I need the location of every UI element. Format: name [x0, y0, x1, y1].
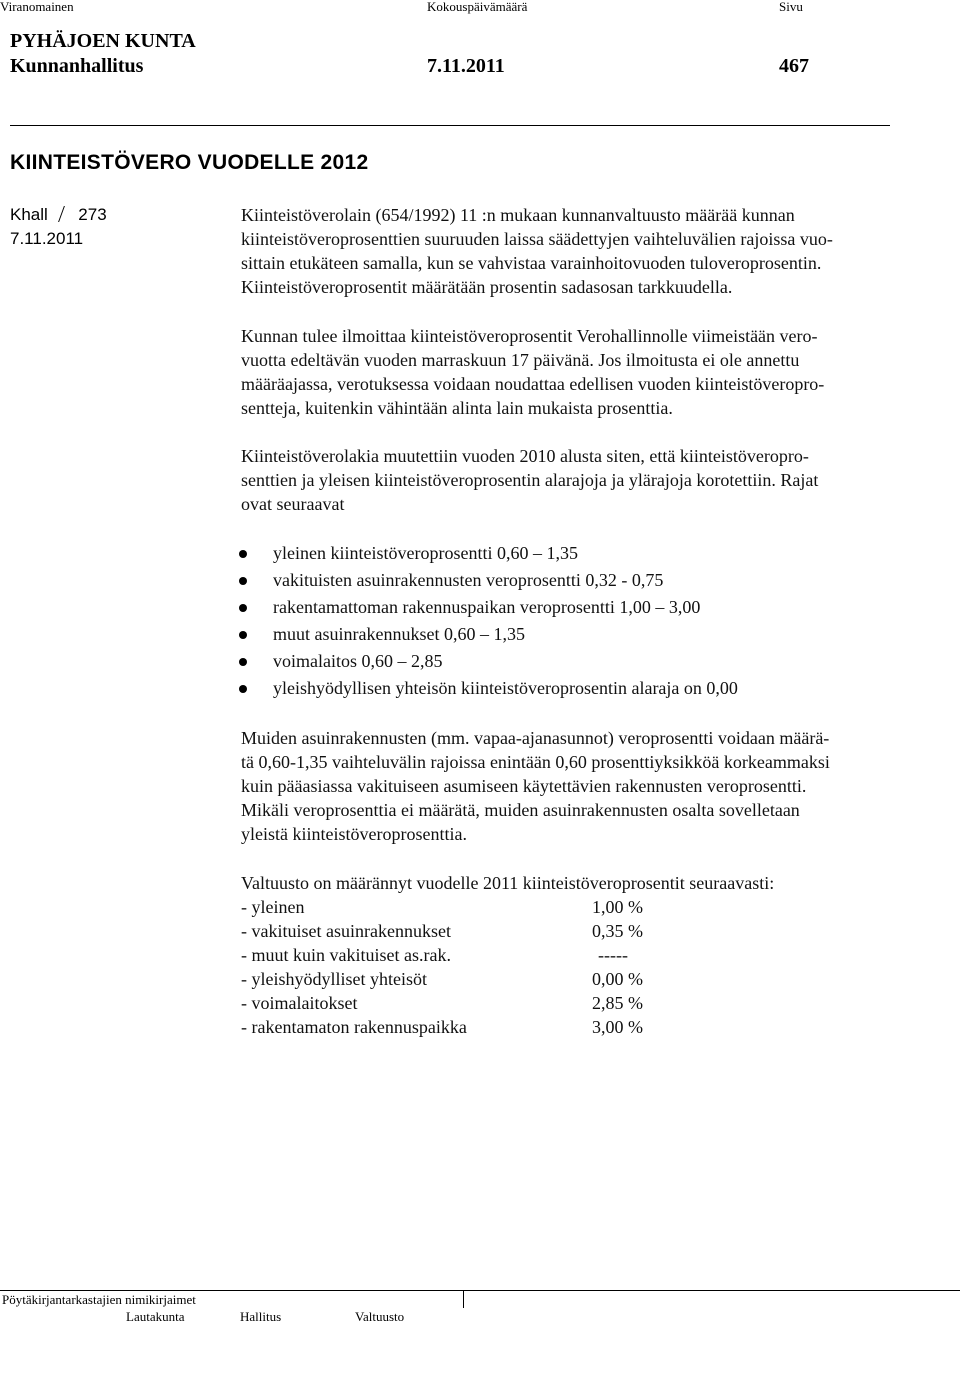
bullet-dot-icon — [239, 577, 247, 585]
footer-col-valtuusto: Valtuusto — [355, 1309, 405, 1324]
bullet-item: yleinen kiinteistöveroprosentti 0,60 – 1,35 — [273, 543, 578, 563]
municipality-name: PYHÄJOEN KUNTA — [10, 30, 196, 52]
p4-line-4: Mikäli veroprosenttia ei määrätä, muiden asuinrakennusten osalta sovelletaan — [241, 800, 800, 820]
bullet-item: vakituisten asuinrakennusten veroprosentti 0,32 - 0,75 — [273, 570, 664, 590]
rate-value: 0,35 % — [592, 921, 643, 941]
rate-label: - voimalaitokset — [241, 993, 358, 1013]
p2-line-1: Kunnan tulee ilmoittaa kiinteistöveroprosentit Verohallinnolle viimeistään vero- — [241, 326, 818, 346]
header-label-page: Sivu — [779, 0, 803, 14]
rate-label: - yleishyödylliset yhteisöt — [241, 969, 427, 989]
header-label-official: Viranomainen — [0, 0, 74, 14]
footer-divider — [463, 1290, 464, 1308]
rate-value: 2,85 % — [592, 993, 643, 1013]
rate-label: - vakituiset asuinrakennukset — [241, 921, 451, 941]
rate-value: 0,00 % — [592, 969, 643, 989]
footer-col-hallitus: Hallitus — [240, 1309, 282, 1324]
rate-value: ----- — [598, 945, 628, 965]
rate-label: - yleinen — [241, 897, 305, 917]
rates-intro: Valtuusto on määrännyt vuodelle 2011 kiinteistöveroprosentit seuraavasti: — [241, 873, 775, 893]
rate-value: 3,00 % — [592, 1017, 643, 1037]
p2-line-2: vuotta edeltävän vuoden marraskuun 17 päivänä. Jos ilmoitusta ei ole annettu — [241, 350, 800, 370]
bullet-item: rakentamattoman rakennuspaikan veroprosentti 1,00 – 3,00 — [273, 597, 701, 617]
p1-line-1: Kiinteistöverolain (654/1992) 11 :n mukaan kunnanvaltuusto määrää kunnan — [241, 205, 795, 225]
page-number: 467 — [779, 55, 809, 77]
bullet-item: yleishyödyllisen yhteisön kiinteistöveroprosentin alaraja on 0,00 — [273, 678, 738, 698]
footer-rule — [0, 1290, 960, 1291]
footer-col-lautakunta: Lautakunta — [126, 1309, 185, 1324]
bullet-dot-icon — [239, 685, 247, 693]
bullet-item: muut asuinrakennukset 0,60 – 1,35 — [273, 624, 525, 644]
p4-line-5: yleistä kiinteistöveroprosenttia. — [241, 824, 467, 844]
bullet-dot-icon — [239, 550, 247, 558]
bullet-dot-icon — [239, 658, 247, 666]
p2-line-4: sentteja, kuitenkin vähintään alinta lain mukaista prosenttia. — [241, 398, 673, 418]
p2-line-3: määräajassa, verotuksessa voidaan noudattaa edellisen vuoden kiinteistöveropro- — [241, 374, 825, 394]
ref-number: 273 — [78, 205, 107, 224]
body-name: Kunnanhallitus — [10, 55, 144, 77]
bullet-dot-icon — [239, 604, 247, 612]
bullet-dot-icon — [239, 631, 247, 639]
rate-label: - muut kuin vakituiset as.rak. — [241, 945, 451, 965]
p4-line-2: tä 0,60-1,35 vaihteluvälin rajoissa enintään 0,60 prosenttiyksikköä korkeammaksi — [241, 752, 830, 772]
p4-line-1: Muiden asuinrakennusten (mm. vapaa-ajanasunnot) veroprosentti voidaan määrä- — [241, 728, 830, 748]
rate-value: 1,00 % — [592, 897, 643, 917]
p1-line-2: kiinteistöveroprosenttien suuruuden laissa säädettyjen vaihteluvälien rajoissa vuo- — [241, 229, 833, 249]
p1-line-3: sittain etukäteen samalla, kun se vahvistaa varainhoitovuoden tuloveroprosentin. — [241, 253, 822, 273]
item-title: KIINTEISTÖVERO VUODELLE 2012 — [10, 151, 369, 174]
rate-label: - rakentamaton rakennuspaikka — [241, 1017, 467, 1037]
p3-line-2: senttien ja yleisen kiinteistöveroprosentin alarajoja ja ylärajoja korotettiin. Rajat — [241, 470, 819, 490]
footer-signatures-label: Pöytäkirjantarkastajien nimikirjaimet — [2, 1292, 196, 1307]
p3-line-1: Kiinteistöverolakia muutettiin vuoden 2010 alusta siten, että kiinteistöveropro- — [241, 446, 809, 466]
bullet-item: voimalaitos 0,60 – 2,85 — [273, 651, 443, 671]
header-label-meeting-date: Kokouspäivämäärä — [427, 0, 528, 14]
p4-line-3: kuin pääasiassa vakituiseen asumiseen käytettävien rakennusten veroprosentti. — [241, 776, 807, 796]
p1-line-4: Kiinteistöveroprosentit määrätään prosentin sadasosan tarkkuudella. — [241, 277, 733, 297]
ref-khall: Khall — [10, 205, 48, 224]
section-sign-icon — [58, 206, 71, 222]
p3-line-3: ovat seuraavat — [241, 494, 345, 514]
item-ref-line — [10, 205, 107, 225]
ref-date: 7.11.2011 — [10, 229, 84, 248]
header-rule — [10, 125, 890, 126]
meeting-date: 7.11.2011 — [427, 55, 505, 77]
